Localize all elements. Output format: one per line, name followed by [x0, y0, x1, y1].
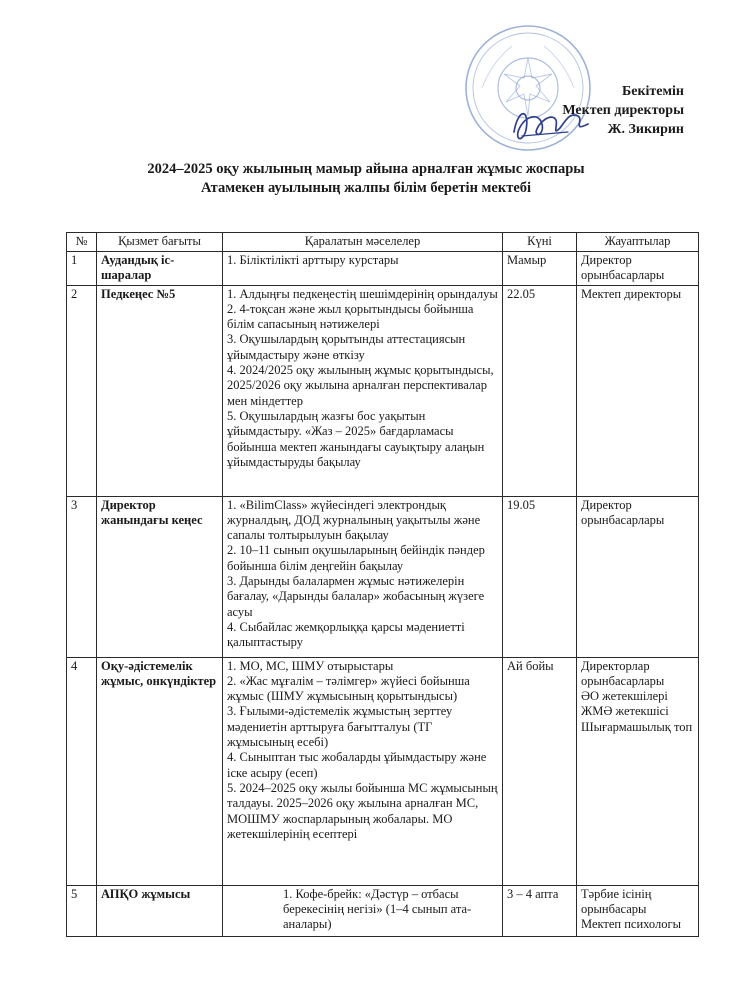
table-header-row: [67, 233, 699, 252]
responsible-item: Мектеп директоры: [581, 286, 682, 301]
issue-item: 1. Алдыңғы педкеңестің шешімдерінің орындалуы: [227, 286, 498, 301]
issue-item: 4. Сыныптан тыс жобаларды ұйымдастыру және іске асыру (есеп): [227, 750, 487, 780]
row-number: 1: [67, 252, 97, 286]
approval-line-3: Ж. Зикирин: [607, 122, 684, 137]
responsible-item: ЖМӘ жетекшісі: [581, 704, 669, 719]
row-date: Ай бойы: [503, 657, 577, 885]
row-number: 3: [67, 496, 97, 657]
issue-item: 1. Кофе-брейк: «Дәстүр – отбасы берекесінің негізі» (1–4 сынып ата-аналары): [283, 886, 472, 932]
table-row: [67, 285, 699, 496]
row-direction: АПҚО жұмысы: [97, 885, 223, 936]
row-date: 19.05: [503, 496, 577, 657]
row-direction: Оқу-әдістемелік жұмыс, онкүндіктер: [97, 657, 223, 885]
approval-line-1: Бекітемін: [621, 84, 684, 99]
row-direction: Директор жанындағы кеңес: [97, 496, 223, 657]
header-responsible: Жауаптылар: [577, 233, 699, 252]
responsible-item: Директорлар орынбасарлары: [581, 658, 665, 688]
issue-item: 1. Біліктілікті арттыру курстары: [227, 253, 399, 267]
row-date: 3 – 4 апта: [503, 885, 577, 936]
responsible-item: Тәрбие ісінің орынбасары: [581, 886, 652, 916]
row-number: 4: [67, 657, 97, 885]
header-number: №: [67, 233, 97, 252]
row-date: Мамыр: [503, 252, 577, 286]
header-date: Күні: [503, 233, 577, 252]
issue-item: 3. Оқушылардың қорытынды аттестациясын ұйымдастыру және өткізу: [227, 332, 466, 362]
row-number: 5: [67, 885, 97, 936]
issue-item: 1. «BilimClass» жүйесіндегі электрондық журналдың, ДОД журналының уақытылы және сапалы толтырылуын бақылау: [227, 497, 481, 543]
row-issues: [223, 285, 503, 496]
responsible-item: Директор орынбасарлары: [581, 253, 665, 283]
title-line-2: Атамекен ауылының жалпы білім беретін мектебі: [200, 180, 532, 196]
row-responsible: [577, 885, 699, 936]
row-responsible: [577, 285, 699, 496]
row-responsible: [577, 657, 699, 885]
table-row: [67, 496, 699, 657]
row-date: 22.05: [503, 285, 577, 496]
title-line-1: 2024–2025 оқу жылының мамыр айына арналған жұмыс жоспары: [147, 161, 585, 177]
issue-item: 2. «Жас мұғалім – тәлімгер» жүйесі бойынша жұмыс (ШМУ жұмысының қорытындысы): [227, 673, 470, 704]
issue-item: 1. МО, МС, ШМУ отырыстары: [227, 658, 394, 673]
responsible-item: Шығармашылық топ: [581, 719, 693, 734]
row-direction: Аудандық іс-шаралар: [97, 252, 223, 286]
table-row: [67, 252, 699, 286]
issue-item: 3. Ғылыми-әдістемелік жұмыстың зерттеу мәдениетін арттыруға бағытталуы (ТГ жұмысының есебі): [227, 704, 453, 750]
row-number: 2: [67, 285, 97, 496]
table-row: [67, 657, 699, 885]
approval-line-2: Мектеп директоры: [562, 103, 684, 118]
row-issues: [223, 657, 503, 885]
responsible-item: Мектеп психологы: [581, 917, 682, 932]
approval-block: [562, 82, 684, 139]
header-direction: Қызмет бағыты: [97, 233, 223, 252]
issue-item: 2. 4-тоқсан және жыл қорытындысы бойынша білім сапасының нәтижелері: [227, 301, 474, 332]
responsible-item: ӘО жетекшілері: [581, 689, 668, 704]
issue-item: 5. Оқушылардың жазғы бос уақытын ұйымдастыру. «Жаз – 2025» бағдарламасы бойынша мектеп жанындағы сауықтыру алаңын ұйымдастыруды бақылау: [227, 408, 485, 469]
row-direction: Педкеңес №5: [97, 285, 223, 496]
issue-item: 4. 2024/2025 оқу жылының жұмыс қорытындысы, 2025/2026 оқу жылына арналған перспективалар мен міндеттер: [227, 363, 494, 408]
row-responsible: [577, 252, 699, 286]
row-issues: [223, 252, 503, 286]
issue-item: 2. 10–11 сынып оқушыларының бейіндік пәндер бойынша білім деңгейін бақылау: [227, 543, 485, 573]
work-plan-table: [66, 232, 699, 937]
issue-item: 3. Дарынды балалармен жұмыс нәтижелерін бағалау, «Дарынды балалар» жобасының жүзеге асуы: [227, 574, 485, 619]
table-row: [67, 885, 699, 936]
row-issues: [223, 496, 503, 657]
issue-item: 4. Сыбайлас жемқорлыққа қарсы мәдениетті қалыптастыру: [227, 619, 465, 650]
header-issues: Қаралатын мәселелер: [223, 233, 503, 252]
responsible-item: Директор орынбасарлары: [581, 497, 665, 527]
row-responsible: [577, 496, 699, 657]
document-title: [0, 160, 732, 198]
row-issues: [223, 885, 503, 936]
issue-item: 5. 2024–2025 оқу жылы бойынша МС жұмысының талдауы. 2025–2026 оқу жылына арналған МС, МОШМУ жоспарларының жобалары. МО жетекшілерінің есептері: [227, 780, 498, 841]
